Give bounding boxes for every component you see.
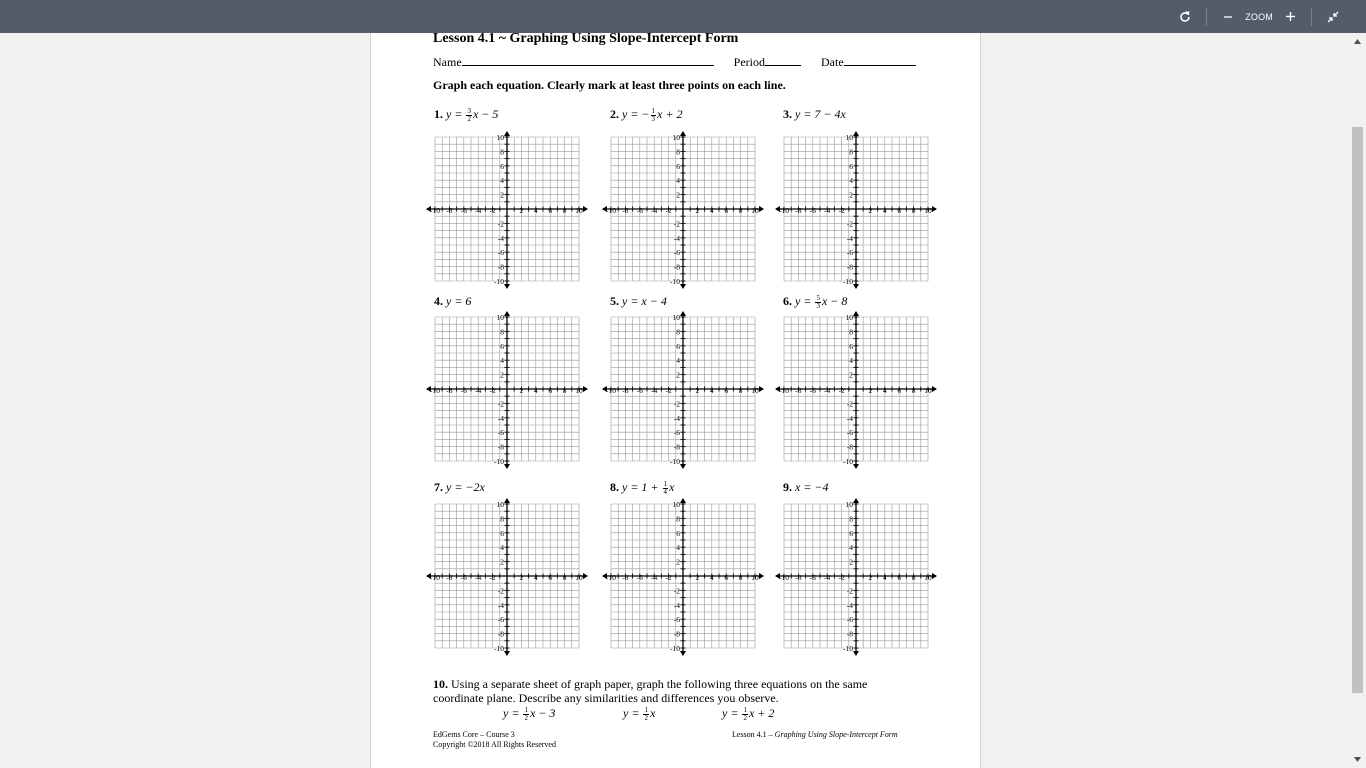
y-tick-label: -10 (843, 457, 853, 466)
problem-2-equation-text: y = − (622, 107, 650, 121)
x-tick-label: -8 (446, 573, 453, 582)
y-tick-label: 8 (676, 514, 680, 524)
x-tick-label: -10 (606, 573, 616, 582)
problem-10-equation-1-text: y = (503, 706, 523, 720)
y-tick-label: 4 (500, 176, 504, 186)
problem-8-equation-text: y = 1 + (622, 480, 662, 494)
y-tick-label: -6 (846, 248, 853, 258)
problem-1-equation-fraction: $\frac{3}{2}$ (467, 106, 471, 123)
y-tick-label: 8 (676, 147, 680, 157)
x-tick-label: -2 (665, 206, 672, 215)
problem-4-label (434, 294, 471, 309)
problem-number: 5. (610, 294, 622, 308)
footer-copyright: Copyright ©2018 All Rights Reserved (433, 740, 556, 749)
x-tick-label: 4 (882, 386, 887, 395)
coordinate-grid-4 (425, 311, 589, 474)
x-tick-label: 2 (519, 573, 524, 582)
y-tick-label: -8 (673, 262, 680, 272)
worksheet-title: Lesson 4.1 ~ Graphing Using Slope-Intercept Form (433, 33, 739, 46)
y-tick-label: 4 (849, 176, 853, 186)
y-tick-label: 6 (849, 528, 853, 538)
x-tick-label: 10 (924, 573, 932, 582)
problem-8-label (610, 480, 674, 496)
y-tick-label: 6 (676, 528, 680, 538)
y-tick-label: -6 (497, 615, 504, 625)
x-tick-label: -2 (665, 386, 672, 395)
problem-10-equation-1-fraction: $\frac{1}{2}$ (524, 705, 528, 722)
y-tick-label: -6 (673, 248, 680, 258)
problem-10-equation-3-text: y = (722, 706, 742, 720)
y-tick-label: 4 (676, 543, 680, 553)
x-tick-label: 6 (897, 573, 902, 582)
problem-10-equation-3 (722, 706, 774, 722)
problem-number: 3. (783, 107, 795, 121)
y-tick-label: -8 (673, 629, 680, 639)
y-tick-label: -4 (846, 600, 853, 610)
y-tick-label: -2 (497, 399, 504, 409)
x-tick-label: 4 (709, 206, 714, 215)
x-tick-label: -8 (622, 573, 629, 582)
y-tick-label: 2 (500, 557, 504, 567)
x-tick-label: 10 (924, 206, 932, 215)
y-tick-label: -10 (494, 277, 504, 286)
x-tick-label: 10 (751, 386, 759, 395)
x-tick-label: -4 (651, 206, 658, 215)
x-tick-label: 10 (924, 386, 932, 395)
y-tick-label: -2 (673, 586, 680, 596)
problem-3-equation-text: y = 7 − 4x (795, 107, 846, 121)
x-tick-label: -8 (795, 573, 802, 582)
y-tick-label: -4 (497, 600, 504, 610)
x-tick-label: 6 (897, 206, 902, 215)
pdf-toolbar (0, 0, 1366, 33)
x-tick-label: -4 (824, 206, 831, 215)
date-label: Date (821, 55, 844, 69)
problem-number: 2. (610, 107, 622, 121)
problem-10-number: 10. (433, 677, 448, 691)
x-tick-label: 4 (709, 386, 714, 395)
x-tick-label: 2 (695, 206, 700, 215)
y-tick-label: 4 (500, 543, 504, 553)
vertical-scrollbar[interactable] (1349, 33, 1366, 768)
problem-10-equation-1-text-end: x − 3 (529, 706, 556, 720)
problem-2-label (610, 107, 682, 123)
instructions: Graph each equation. Clearly mark at least three points on each line. (433, 78, 786, 92)
y-tick-label: -2 (846, 586, 853, 596)
y-tick-label: 8 (500, 327, 504, 337)
x-tick-label: 6 (548, 386, 553, 395)
problem-number: 9. (783, 480, 795, 494)
footer-lesson-title: Graphing Using Slope-Intercept Form (774, 730, 898, 739)
x-tick-label: 8 (911, 386, 916, 395)
x-tick-label: -10 (779, 573, 789, 582)
x-tick-label: -10 (430, 386, 440, 395)
x-tick-label: -8 (795, 206, 802, 215)
y-tick-label: 6 (676, 341, 680, 351)
x-tick-label: 2 (519, 206, 524, 215)
y-tick-label: -10 (670, 644, 680, 653)
y-tick-label: -10 (494, 457, 504, 466)
x-tick-label: 8 (911, 573, 916, 582)
problem-number: 6. (783, 294, 795, 308)
y-tick-label: -4 (673, 413, 680, 423)
y-tick-label: -10 (843, 644, 853, 653)
y-tick-label: 2 (500, 190, 504, 200)
y-tick-label: -8 (497, 629, 504, 639)
x-tick-label: 10 (575, 573, 583, 582)
x-tick-label: 6 (548, 573, 553, 582)
y-tick-label: -10 (670, 457, 680, 466)
x-tick-label: -2 (838, 386, 845, 395)
y-tick-label: 2 (849, 370, 853, 380)
y-tick-label: 4 (500, 356, 504, 366)
x-tick-label: -8 (446, 386, 453, 395)
y-tick-label: 8 (500, 514, 504, 524)
x-tick-label: -2 (489, 206, 496, 215)
x-tick-label: -8 (446, 206, 453, 215)
scroll-down-arrow[interactable] (1352, 754, 1363, 765)
period-label: Period (733, 55, 765, 69)
x-tick-label: 10 (751, 573, 759, 582)
y-tick-label: -10 (670, 277, 680, 286)
problem-9-equation-text: x = −4 (795, 480, 829, 494)
y-tick-label: -8 (497, 442, 504, 452)
zoom-out-button[interactable] (1217, 6, 1239, 28)
x-tick-label: -6 (636, 573, 643, 582)
pdf-page (370, 33, 981, 768)
x-tick-label: 8 (562, 206, 567, 215)
x-tick-label: -6 (809, 386, 816, 395)
x-tick-label: 8 (738, 206, 743, 215)
problem-number: 4. (434, 294, 446, 308)
problem-7-label (434, 480, 485, 495)
y-tick-label: -4 (846, 413, 853, 423)
x-tick-label: 4 (533, 386, 538, 395)
x-tick-label: -4 (824, 386, 831, 395)
problem-6-equation-fraction: $\frac{5}{3}$ (816, 293, 820, 310)
y-tick-label: -4 (673, 600, 680, 610)
x-tick-label: 8 (738, 386, 743, 395)
problem-2-equation-fraction: $\frac{1}{3}$ (651, 106, 656, 123)
x-tick-label: -6 (460, 573, 467, 582)
x-tick-label: 6 (724, 206, 729, 215)
period-blank (765, 55, 801, 66)
zoom-in-icon (1285, 11, 1296, 22)
y-tick-label: 6 (676, 161, 680, 171)
x-tick-label: 10 (751, 206, 759, 215)
x-tick-label: -2 (838, 206, 845, 215)
problem-1-label (434, 107, 498, 123)
y-tick-label: -8 (846, 262, 853, 272)
y-tick-label: 2 (676, 557, 680, 567)
x-tick-label: -6 (636, 206, 643, 215)
y-tick-label: -4 (673, 233, 680, 243)
x-tick-label: -2 (838, 573, 845, 582)
x-tick-label: 4 (533, 573, 538, 582)
coordinate-grid-3 (774, 131, 938, 294)
y-tick-label: 2 (849, 190, 853, 200)
problem-number: 7. (434, 480, 446, 494)
y-tick-label: 6 (500, 161, 504, 171)
y-tick-label: 2 (676, 190, 680, 200)
x-tick-label: -10 (606, 206, 616, 215)
problem-6-label (783, 294, 847, 310)
y-tick-label: 4 (676, 176, 680, 186)
problem-6-equation-text: y = (795, 294, 815, 308)
y-tick-label: 10 (845, 313, 853, 322)
coordinate-grid-5 (601, 311, 765, 474)
y-tick-label: 2 (676, 370, 680, 380)
y-tick-label: 8 (849, 327, 853, 337)
x-tick-label: 6 (548, 206, 553, 215)
problem-10-equation-2 (623, 706, 655, 722)
problem-9-label (783, 480, 829, 495)
rotate-button[interactable] (1174, 6, 1196, 28)
footer-left (433, 730, 556, 750)
coordinate-grid-7 (425, 498, 589, 661)
x-tick-label: 8 (562, 386, 567, 395)
x-tick-label: 4 (709, 573, 714, 582)
x-tick-label: -2 (489, 386, 496, 395)
y-tick-label: -2 (497, 586, 504, 596)
date-blank (844, 55, 916, 66)
toolbar-divider (1311, 8, 1312, 26)
problem-10-equation-2-text-end: x (649, 706, 656, 720)
problem-10-equation-1 (503, 706, 555, 722)
y-tick-label: -8 (673, 442, 680, 452)
problem-number: 1. (434, 107, 446, 121)
y-tick-label: 10 (496, 500, 504, 509)
footer-lesson: Lesson 4.1 – (732, 730, 775, 739)
x-tick-label: 4 (882, 206, 887, 215)
problem-4-equation-text: y = 6 (446, 294, 472, 308)
y-tick-label: 10 (845, 500, 853, 509)
collapse-button[interactable] (1322, 6, 1344, 28)
x-tick-label: 6 (724, 573, 729, 582)
scrollbar-thumb[interactable] (1352, 127, 1363, 693)
x-tick-label: -4 (824, 573, 831, 582)
zoom-label: ZOOM (1245, 11, 1273, 22)
y-tick-label: 2 (849, 557, 853, 567)
y-tick-label: -2 (673, 219, 680, 229)
x-tick-label: -8 (795, 386, 802, 395)
problem-8-equation-fraction: $\frac{1}{4}$ (663, 479, 668, 496)
coordinate-grid-1 (425, 131, 589, 294)
zoom-out-icon (1223, 12, 1233, 22)
y-tick-label: -6 (497, 248, 504, 258)
x-tick-label: 2 (868, 573, 873, 582)
x-tick-label: -10 (779, 386, 789, 395)
x-tick-label: -8 (622, 206, 629, 215)
x-tick-label: -6 (636, 386, 643, 395)
problem-10-equation-2-fraction: $\frac{1}{2}$ (644, 705, 648, 722)
y-tick-label: 10 (496, 133, 504, 142)
x-tick-label: 4 (882, 573, 887, 582)
y-tick-label: 4 (849, 356, 853, 366)
scroll-up-arrow[interactable] (1352, 36, 1363, 47)
y-tick-label: -2 (846, 219, 853, 229)
footer-right (732, 730, 898, 739)
y-tick-label: -8 (846, 629, 853, 639)
y-tick-label: 6 (500, 528, 504, 538)
coordinate-grid-2 (601, 131, 765, 294)
y-tick-label: 4 (849, 543, 853, 553)
x-tick-label: -4 (475, 386, 482, 395)
y-tick-label: -4 (497, 413, 504, 423)
problem-3-label (783, 107, 846, 122)
problem-7-equation-text: y = −2x (446, 480, 485, 494)
x-tick-label: -4 (651, 573, 658, 582)
x-tick-label: -10 (779, 206, 789, 215)
name-blank (462, 55, 714, 66)
x-tick-label: -6 (809, 573, 816, 582)
problem-8-equation-text-end: x (669, 480, 675, 494)
x-tick-label: 8 (738, 573, 743, 582)
x-tick-label: -6 (460, 386, 467, 395)
toolbar-divider (1206, 8, 1207, 26)
footer-course: EdGems Core – Course 3 (433, 730, 515, 739)
x-tick-label: 10 (575, 206, 583, 215)
y-tick-label: -6 (846, 615, 853, 625)
y-tick-label: 4 (676, 356, 680, 366)
x-tick-label: 8 (911, 206, 916, 215)
y-tick-label: -4 (497, 233, 504, 243)
problem-10 (433, 677, 893, 705)
x-tick-label: 6 (724, 386, 729, 395)
x-tick-label: -10 (430, 206, 440, 215)
y-tick-label: 8 (500, 147, 504, 157)
zoom-in-button[interactable] (1279, 6, 1301, 28)
y-tick-label: -2 (497, 219, 504, 229)
x-tick-label: 10 (575, 386, 583, 395)
problem-10-equation-2-text: y = (623, 706, 643, 720)
problem-10-equation-3-fraction: $\frac{1}{2}$ (743, 705, 747, 722)
y-tick-label: -2 (846, 399, 853, 409)
problem-5-label (610, 294, 667, 309)
y-tick-label: 6 (500, 341, 504, 351)
x-tick-label: 4 (533, 206, 538, 215)
y-tick-label: 6 (849, 161, 853, 171)
name-label: Name (433, 55, 462, 69)
x-tick-label: -4 (475, 573, 482, 582)
collapse-icon (1326, 10, 1340, 24)
x-tick-label: -8 (622, 386, 629, 395)
y-tick-label: -10 (843, 277, 853, 286)
y-tick-label: 8 (676, 327, 680, 337)
problem-number: 8. (610, 480, 622, 494)
y-tick-label: 10 (672, 500, 680, 509)
y-tick-label: 10 (672, 313, 680, 322)
y-tick-label: 2 (500, 370, 504, 380)
x-tick-label: -10 (430, 573, 440, 582)
problem-1-equation-text-end: x − 5 (472, 107, 499, 121)
y-tick-label: 8 (849, 514, 853, 524)
y-tick-label: -6 (497, 428, 504, 438)
y-tick-label: 10 (845, 133, 853, 142)
y-tick-label: -8 (846, 442, 853, 452)
coordinate-grid-8 (601, 498, 765, 661)
student-info-line (433, 55, 916, 70)
x-tick-label: 2 (868, 386, 873, 395)
x-tick-label: -2 (489, 573, 496, 582)
x-tick-label: 2 (519, 386, 524, 395)
problem-2-equation-text-end: x + 2 (657, 107, 683, 121)
y-tick-label: -10 (494, 644, 504, 653)
problem-1-equation-text: y = (446, 107, 466, 121)
problem-6-equation-text-end: x − 8 (821, 294, 848, 308)
x-tick-label: 2 (695, 573, 700, 582)
y-tick-label: -6 (846, 428, 853, 438)
rotate-icon (1178, 10, 1192, 24)
coordinate-grid-6 (774, 311, 938, 474)
y-tick-label: 10 (672, 133, 680, 142)
y-tick-label: -6 (673, 615, 680, 625)
x-tick-label: -6 (460, 206, 467, 215)
x-tick-label: 2 (868, 206, 873, 215)
problem-10-text: Using a separate sheet of graph paper, graph the following three equations on the same coordinate plane. Describe any similarities and differences you observe. (433, 677, 868, 705)
problem-5-equation-text: y = x − 4 (622, 294, 667, 308)
y-tick-label: -6 (673, 428, 680, 438)
x-tick-label: -4 (651, 386, 658, 395)
x-tick-label: -4 (475, 206, 482, 215)
y-tick-label: -4 (846, 233, 853, 243)
y-tick-label: -8 (497, 262, 504, 272)
problem-10-equation-3-text-end: x + 2 (748, 706, 775, 720)
x-tick-label: 8 (562, 573, 567, 582)
coordinate-grid-9 (774, 498, 938, 661)
y-tick-label: 6 (849, 341, 853, 351)
x-tick-label: -2 (665, 573, 672, 582)
x-tick-label: -6 (809, 206, 816, 215)
x-tick-label: -10 (606, 386, 616, 395)
y-tick-label: 8 (849, 147, 853, 157)
y-tick-label: -2 (673, 399, 680, 409)
y-tick-label: 10 (496, 313, 504, 322)
x-tick-label: 2 (695, 386, 700, 395)
x-tick-label: 6 (897, 386, 902, 395)
